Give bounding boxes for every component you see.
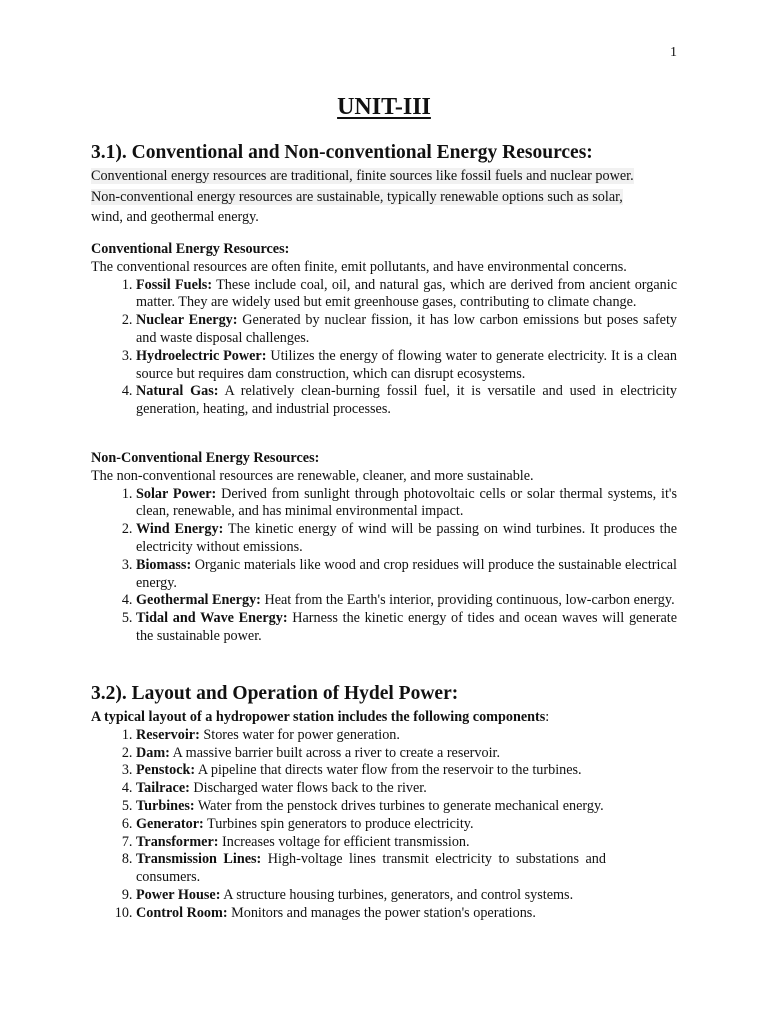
hydel-components-list <box>91 727 677 923</box>
list-item <box>136 816 677 834</box>
intro-line-1: Conventional energy resources are traditional, finite sources like fossil fuels and nuclear power. <box>91 168 634 184</box>
non-conventional-block <box>91 450 677 646</box>
section-heading-3-2: 3.2). Layout and Operation of Hydel Power: <box>91 683 459 704</box>
list-item <box>136 780 677 798</box>
item-term: Reservoir: <box>136 726 200 743</box>
section-intro <box>91 166 677 228</box>
item-term: Power House: <box>136 886 221 903</box>
intro-paragraph <box>91 166 677 228</box>
list-item <box>136 312 677 348</box>
list-item <box>136 798 677 816</box>
item-text: A structure housing turbines, generators, and control systems. <box>220 886 574 903</box>
list-item <box>136 592 677 610</box>
list-item <box>136 851 606 887</box>
item-text: Water from the penstock drives turbines to generate mechanical energy. <box>194 797 604 814</box>
item-term: Geothermal Energy: <box>136 592 261 609</box>
item-text: Organic materials like wood and crop residues will produce the sustainable electrical energy. <box>136 556 677 591</box>
item-text: Heat from the Earth's interior, providing continuous, low-carbon energy. <box>260 592 675 609</box>
item-term: Solar Power: <box>136 485 217 502</box>
non-conventional-summary: The non-conventional resources are renewable, cleaner, and more sustainable. <box>91 467 534 484</box>
item-term: Turbines: <box>136 797 195 814</box>
item-text: Increases voltage for efficient transmission. <box>218 833 470 850</box>
item-text: Derived from sunlight through photovoltaic cells or solar thermal systems, it's clean, renewable, and has minimal environmental impact. <box>136 485 678 520</box>
item-term: Penstock: <box>136 762 196 779</box>
item-term: Generator: <box>136 815 204 832</box>
list-item <box>136 521 677 557</box>
item-term: Transformer: <box>136 833 219 850</box>
item-text: These include coal, oil, and natural gas, which are derived from ancient organic matter. They are widely used but emit greenhouse gases, contributing to climate change. <box>136 276 677 311</box>
item-term: Tailrace: <box>136 780 190 797</box>
item-text: A massive barrier built across a river to create a reservoir. <box>169 744 501 761</box>
item-text: Monitors and manages the power station's operations. <box>227 904 536 921</box>
list-item <box>136 383 677 419</box>
item-text: Discharged water flows back to the river. <box>189 780 427 797</box>
non-conventional-list <box>91 486 677 646</box>
item-text: Turbines spin generators to produce electricity. <box>203 815 474 832</box>
conventional-summary: The conventional resources are often finite, emit pollutants, and have environmental concerns. <box>91 258 627 275</box>
list-item <box>136 762 677 780</box>
list-item <box>136 727 677 745</box>
hydel-lead-colon: : <box>545 709 550 725</box>
item-term: Dam: <box>136 744 170 761</box>
list-item <box>136 348 677 384</box>
item-term: Control Room: <box>136 904 228 921</box>
item-term: Wind Energy: <box>136 521 224 538</box>
item-text: Generated by nuclear fission, it has low carbon emissions but poses safety and waste disposal challenges. <box>136 312 678 346</box>
item-term: Natural Gas: <box>136 383 219 400</box>
list-item <box>136 486 677 522</box>
list-item <box>136 745 677 763</box>
list-item <box>136 610 677 646</box>
item-text: Harness the kinetic energy of tides and ocean waves will generate the sustainable power. <box>136 610 677 644</box>
list-item <box>136 905 677 923</box>
hydel-lead-bold: A typical layout of a hydropower station includes the following components <box>91 709 546 725</box>
item-term: Transmission Lines: <box>136 851 262 868</box>
item-text: A pipeline that directs water flow from the reservoir to the turbines. <box>195 762 582 779</box>
non-conventional-title: Non-Conventional Energy Resources: <box>91 450 320 466</box>
item-text: The kinetic energy of wind will be passing on wind turbines. It produces the electricity without emissions. <box>136 521 678 555</box>
item-text: High-voltage lines transmit electricity to substations and consumers. <box>136 851 606 886</box>
unit-title <box>0 92 768 122</box>
item-text: Utilizes the energy of flowing water to generate electricity. It is a clean source but requires dam construction, which can disrupt ecosystems. <box>136 347 677 382</box>
intro-line-3: wind, and geothermal energy. <box>91 209 259 225</box>
list-item <box>136 887 677 905</box>
list-item <box>136 834 677 852</box>
conventional-block <box>91 241 677 419</box>
intro-line-2: Non-conventional energy resources are sustainable, typically renewable options such as solar, <box>91 188 623 205</box>
item-term: Tidal and Wave Energy: <box>136 610 288 627</box>
list-item <box>136 277 677 313</box>
item-term: Fossil Fuels: <box>136 276 213 293</box>
item-term: Nuclear Energy: <box>136 312 238 329</box>
item-text: Stores water for power generation. <box>199 726 400 743</box>
item-term: Biomass: <box>136 556 192 573</box>
hydel-lead <box>91 709 677 727</box>
unit-title-text: UNIT-III <box>337 94 431 120</box>
page-number: 1 <box>670 45 677 60</box>
hydel-block <box>91 709 677 923</box>
section-heading-3-1: 3.1). Conventional and Non-conventional Energy Resources: <box>91 142 593 163</box>
list-item <box>136 557 677 593</box>
conventional-title: Conventional Energy Resources: <box>91 241 290 257</box>
item-text: A relatively clean-burning fossil fuel, it is versatile and used in electricity generation, heating, and industrial processes. <box>136 383 678 418</box>
item-term: Hydroelectric Power: <box>136 347 267 364</box>
conventional-list <box>91 277 677 419</box>
